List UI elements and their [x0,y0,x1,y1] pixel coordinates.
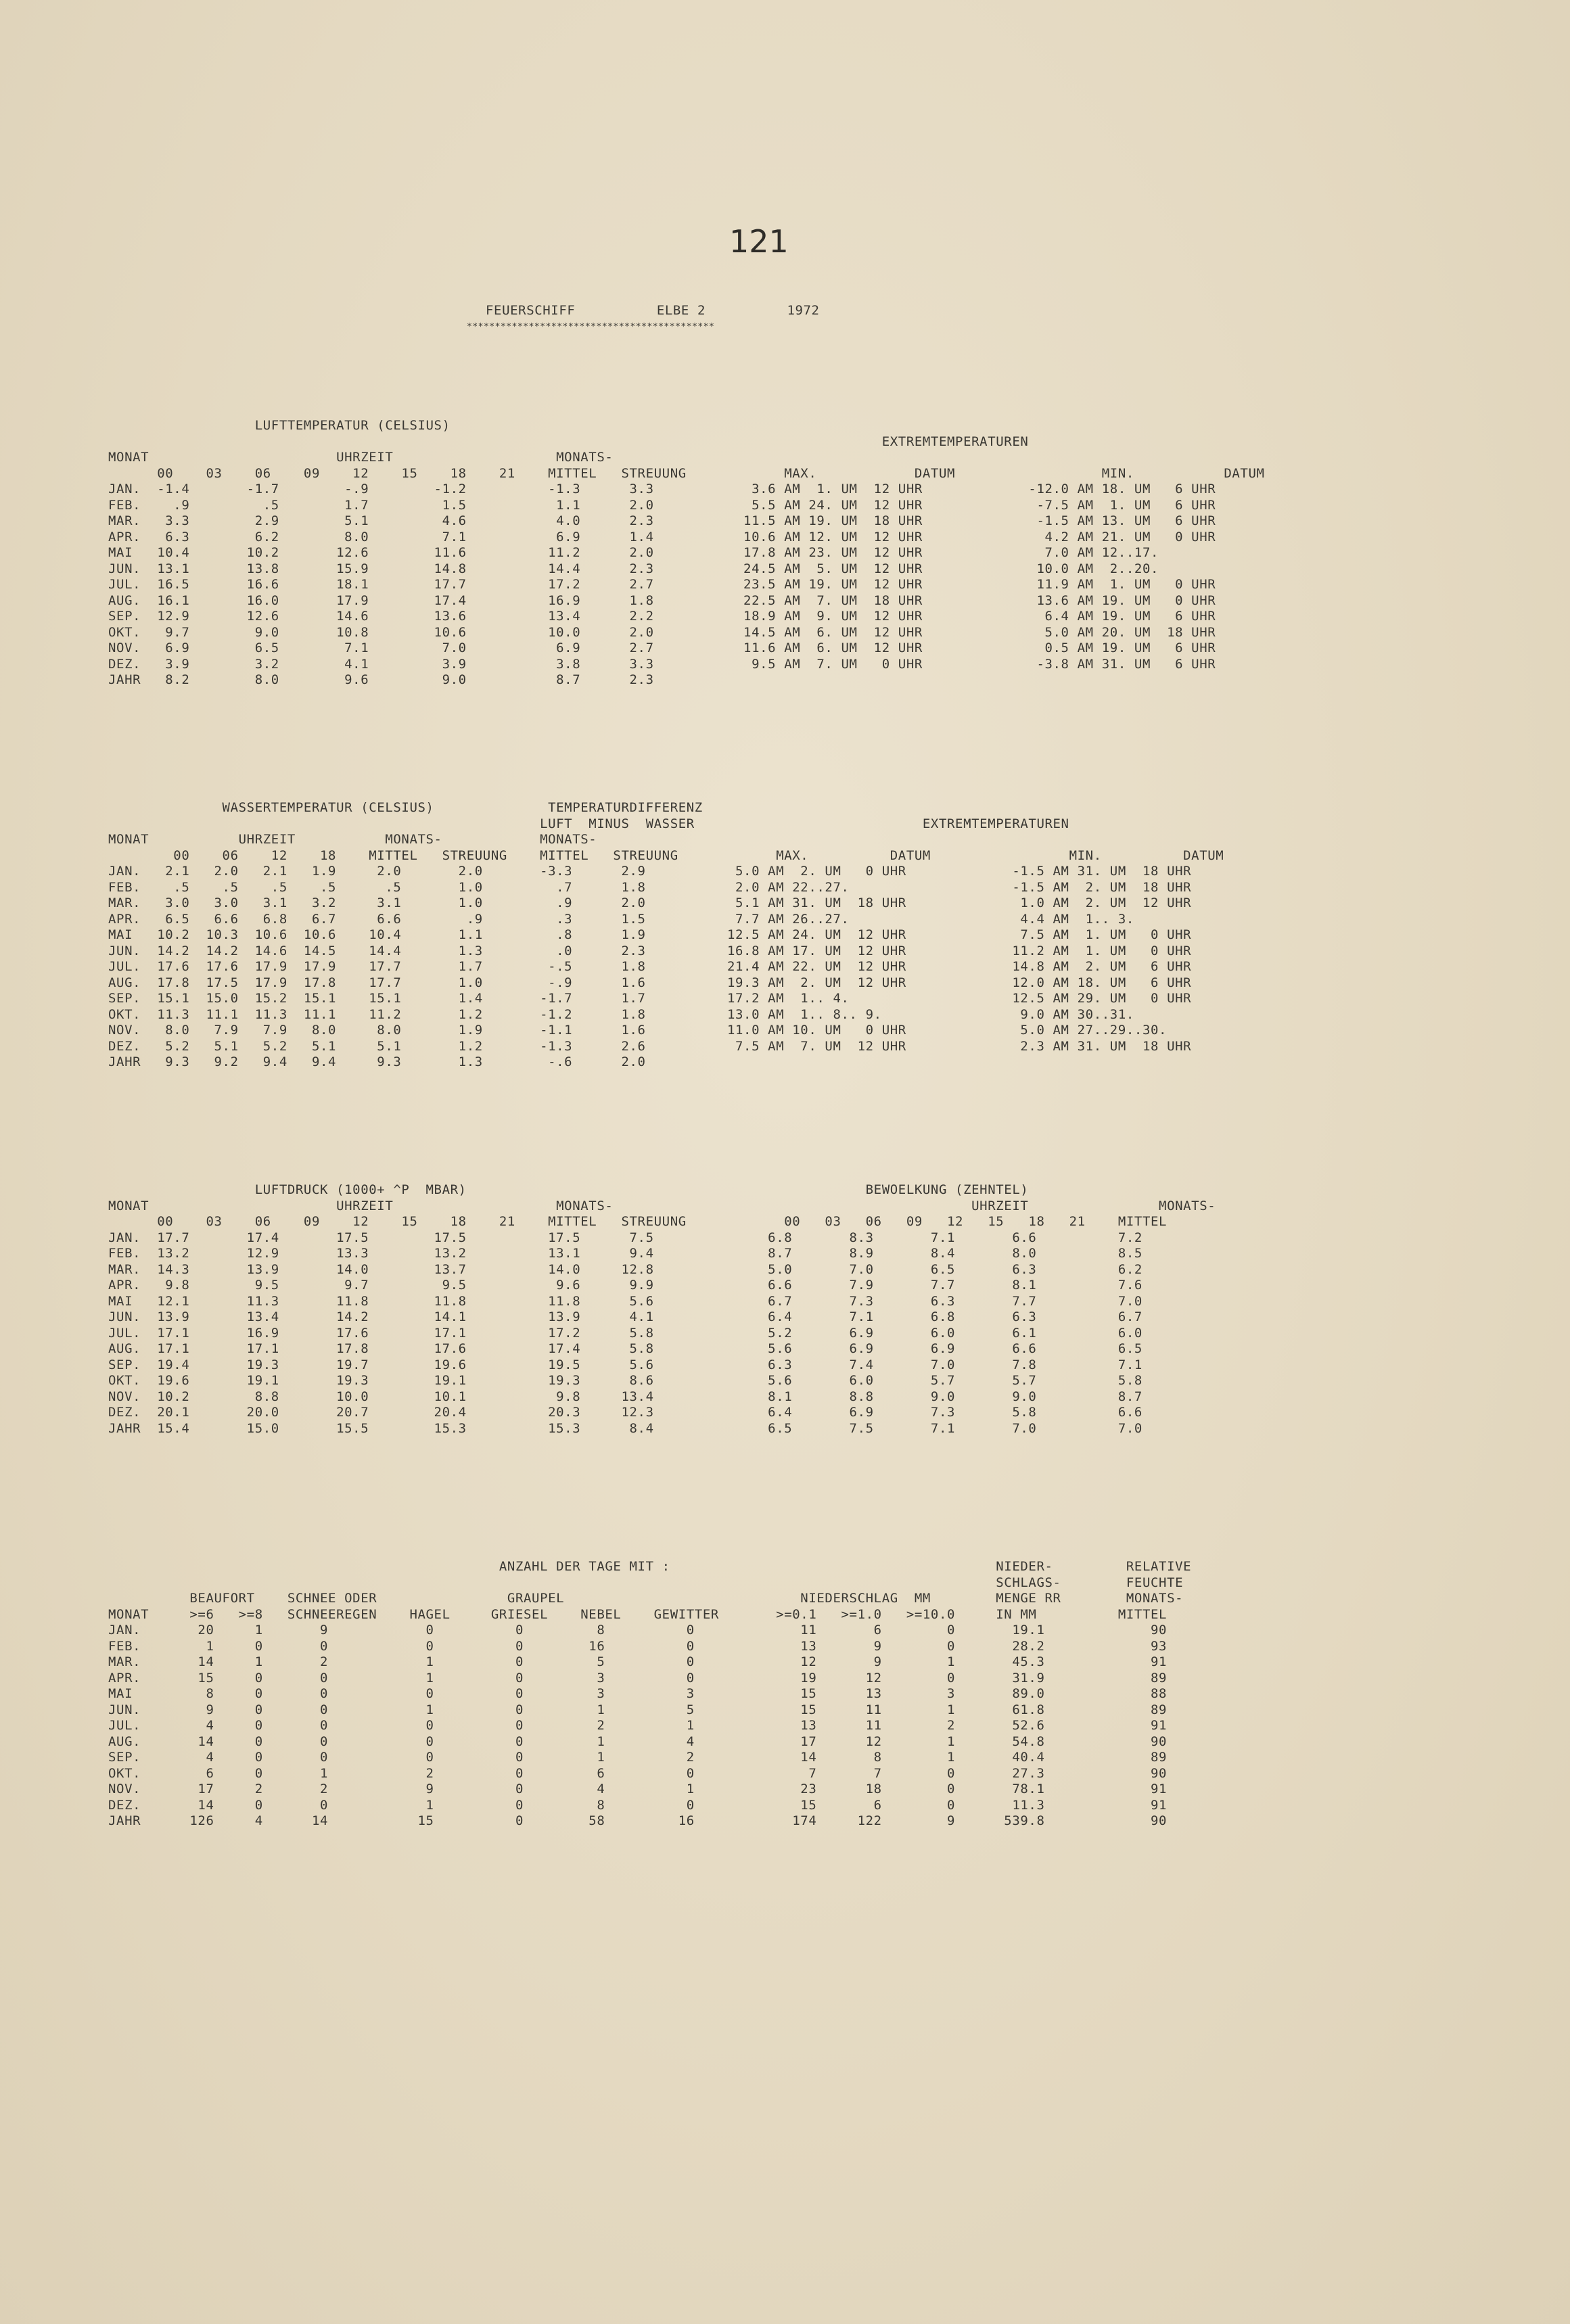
table-line: SCHLAGS- FEUCHTE [108,1575,1184,1590]
table-row: MAI 8 0 0 0 0 3 3 15 13 3 89.0 88 [108,1686,1168,1701]
table-row: JUL. 16.5 16.6 18.1 17.7 17.2 2.7 23.5 AM 19. UM 12 UHR 11.9 AM 1. UM 0 UHR [108,577,1216,592]
water-temperature-table [108,800,1224,1071]
table-row: JUN. 14.2 14.2 14.6 14.5 14.4 1.3 .0 2.3 16.8 AM 17. UM 12 UHR 11.2 AM 1. UM 0 UHR [108,943,1192,958]
table-row: NOV. 10.2 8.8 10.0 10.1 9.8 13.4 8.1 8.8 9.0 9.0 8.7 [108,1389,1142,1404]
table-row: MAR. 14.3 13.9 14.0 13.7 14.0 12.8 5.0 7.0 6.5 6.3 6.2 [108,1261,1142,1277]
table-row: JAN. 2.1 2.0 2.1 1.9 2.0 2.0 -3.3 2.9 5.0 AM 2. UM 0 UHR -1.5 AM 31. UM 18 UHR [108,864,1192,879]
table-row: JUN. 13.1 13.8 15.9 14.8 14.4 2.3 24.5 AM 5. UM 12 UHR 10.0 AM 2..20. [108,561,1159,576]
table-row: MAR. 3.0 3.0 3.1 3.2 3.1 1.0 .9 2.0 5.1 AM 31. UM 18 UHR 1.0 AM 2. UM 12 UHR [108,896,1192,910]
table-row: AUG. 17.1 17.1 17.8 17.6 17.4 5.8 5.6 6.9 6.9 6.6 6.5 [108,1341,1142,1356]
table-row: AUG. 17.8 17.5 17.9 17.8 17.7 1.0 -.9 1.6 19.3 AM 2. UM 12 UHR 12.0 AM 18. UM 6 UHR [108,975,1192,990]
table-line: MONAT UHRZEIT MONATS- MONATS- [108,832,597,847]
table-row: JAN. -1.4 -1.7 -.9 -1.2 -1.3 3.3 3.6 AM 1. UM 12 UHR -12.0 AM 18. UM 6 UHR [108,482,1216,496]
table-row-year: JAHR 8.2 8.0 9.6 9.0 8.7 2.3 [108,672,654,687]
title-underline: ******************************************** [467,322,715,332]
table-line: 00 03 06 09 12 15 18 21 MITTEL STREUUNG MAX. DATUM MIN. DATUM [108,465,1265,481]
table-row: FEB. .5 .5 .5 .5 .5 1.0 .7 1.8 2.0 AM 22..27. -1.5 AM 2. UM 18 UHR [108,879,1192,895]
table-row: APR. 15 0 0 1 0 3 0 19 12 0 31.9 89 [108,1670,1168,1686]
table-row: NOV. 6.9 6.5 7.1 7.0 6.9 2.7 11.6 AM 6. UM 12 UHR 0.5 AM 19. UM 6 UHR [108,641,1216,655]
table-row: MAI 12.1 11.3 11.8 11.8 11.8 5.6 6.7 7.3 6.3 7.7 7.0 [108,1293,1142,1309]
table-row: SEP. 4 0 0 0 0 1 2 14 8 1 40.4 89 [108,1750,1168,1765]
table-line: LUFTTEMPERATUR (CELSIUS) [108,418,451,433]
table-row: MAR. 3.3 2.9 5.1 4.6 4.0 2.3 11.5 AM 19. UM 18 UHR -1.5 AM 13. UM 6 UHR [108,513,1216,528]
table-row: DEZ. 20.1 20.0 20.7 20.4 20.3 12.3 6.4 6.9 7.3 5.8 6.6 [108,1405,1142,1420]
table-row: APR. 9.8 9.5 9.7 9.5 9.6 9.9 6.6 7.9 7.7 8.1 7.6 [108,1278,1142,1293]
table-row: OKT. 6 0 1 2 0 6 0 7 7 0 27.3 90 [108,1765,1168,1781]
air-pressure-cloud-table [108,1182,1216,1437]
table-row: MAR. 14 1 2 1 0 5 0 12 9 1 45.3 91 [108,1654,1168,1669]
table-line: MONAT >=6 >=8 SCHNEEREGEN HAGEL GRIESEL NEBEL GEWITTER >=0.1 >=1.0 >=10.0 IN MM MITTEL [108,1606,1168,1622]
table-row: OKT. 9.7 9.0 10.8 10.6 10.0 2.0 14.5 AM 6. UM 12 UHR 5.0 AM 20. UM 18 UHR [108,624,1216,640]
table-line: MONAT UHRZEIT MONATS- UHRZEIT MONATS- [108,1198,1216,1213]
air-temperature-table [108,418,1265,689]
table-line: EXTREMTEMPERATUREN [108,434,1029,449]
table-row: NOV. 17 2 2 9 0 4 1 23 18 0 78.1 91 [108,1782,1168,1796]
table-row-year: JAHR 126 4 14 15 0 58 16 174 122 9 539.8 90 [108,1813,1168,1828]
table-row: OKT. 19.6 19.1 19.3 19.1 19.3 8.6 5.6 6.0 5.7 5.7 5.8 [108,1373,1142,1388]
table-row: JUL. 4 0 0 0 0 2 1 13 11 2 52.6 91 [108,1718,1168,1733]
table-line: LUFT MINUS WASSER EXTREMTEMPERATUREN [108,816,1069,831]
table-row: DEZ. 5.2 5.1 5.2 5.1 5.1 1.2 -1.3 2.6 7.5 AM 7. UM 12 UHR 2.3 AM 31. UM 18 UHR [108,1038,1192,1054]
table-line: LUFTDRUCK (1000+ ^P MBAR) BEWOELKUNG (ZEHNTEL) [108,1182,1029,1197]
table-row: DEZ. 3.9 3.2 4.1 3.9 3.8 3.3 9.5 AM 7. UM 0 UHR -3.8 AM 31. UM 6 UHR [108,656,1216,672]
table-line: 00 06 12 18 MITTEL STREUUNG MITTEL STREUUNG MAX. DATUM MIN. DATUM [108,847,1224,863]
days-count-table [108,1559,1191,1830]
table-row: SEP. 19.4 19.3 19.7 19.6 19.5 5.6 6.3 7.4 7.0 7.8 7.1 [108,1357,1142,1372]
table-row: APR. 6.5 6.6 6.8 6.7 6.6 .9 .3 1.5 7.7 AM 26..27. 4.4 AM 1.. 3. [108,911,1134,927]
table-row: FEB. 13.2 12.9 13.3 13.2 13.1 9.4 8.7 8.9 8.4 8.0 8.5 [108,1246,1142,1261]
table-line: BEAUFORT SCHNEE ODER GRAUPEL NIEDERSCHLAG MM MENGE RR MONATS- [108,1591,1184,1606]
table-line: ANZAHL DER TAGE MIT : NIEDER- RELATIVE [108,1559,1192,1574]
table-row: JUL. 17.6 17.6 17.9 17.9 17.7 1.7 -.5 1.8 21.4 AM 22. UM 12 UHR 14.8 AM 2. UM 6 UHR [108,959,1192,974]
table-row: JUN. 9 0 0 1 0 1 5 15 11 1 61.8 89 [108,1702,1168,1717]
table-line: MONAT UHRZEIT MONATS- [108,450,614,465]
table-row: JUL. 17.1 16.9 17.6 17.1 17.2 5.8 5.2 6.9 6.0 6.1 6.0 [108,1325,1142,1341]
table-row: DEZ. 14 0 0 1 0 8 0 15 6 0 11.3 91 [108,1797,1168,1813]
table-row: APR. 6.3 6.2 8.0 7.1 6.9 1.4 10.6 AM 12. UM 12 UHR 4.2 AM 21. UM 0 UHR [108,529,1216,544]
document-title: FEUERSCHIFF ELBE 2 1972 [486,303,820,318]
table-row: SEP. 15.1 15.0 15.2 15.1 15.1 1.4 -1.7 1.7 17.2 AM 1.. 4. 12.5 AM 29. UM 0 UHR [108,991,1192,1006]
page-number: 121 [729,223,789,260]
table-row: MAI 10.2 10.3 10.6 10.6 10.4 1.1 .8 1.9 12.5 AM 24. UM 12 UHR 7.5 AM 1. UM 0 UHR [108,927,1192,942]
table-row-year: JAHR 15.4 15.0 15.5 15.3 15.3 8.4 6.5 7.5 7.1 7.0 7.0 [108,1420,1142,1436]
table-line: WASSERTEMPERATUR (CELSIUS) TEMPERATURDIFFERENZ [108,800,703,815]
table-row: SEP. 12.9 12.6 14.6 13.6 13.4 2.2 18.9 AM 9. UM 12 UHR 6.4 AM 19. UM 6 UHR [108,609,1216,624]
table-row: JAN. 20 1 9 0 0 8 0 11 6 0 19.1 90 [108,1623,1168,1637]
table-row: AUG. 14 0 0 0 0 1 4 17 12 1 54.8 90 [108,1734,1168,1749]
table-row: AUG. 16.1 16.0 17.9 17.4 16.9 1.8 22.5 AM 7. UM 18 UHR 13.6 AM 19. UM 0 UHR [108,592,1216,608]
table-row: FEB. .9 .5 1.7 1.5 1.1 2.0 5.5 AM 24. UM 12 UHR -7.5 AM 1. UM 6 UHR [108,497,1216,513]
table-row: NOV. 8.0 7.9 7.9 8.0 8.0 1.9 -1.1 1.6 11.0 AM 10. UM 0 UHR 5.0 AM 27..29..30. [108,1023,1168,1038]
table-line: 00 03 06 09 12 15 18 21 MITTEL STREUUNG 00 03 06 09 12 15 18 21 MITTEL [108,1214,1168,1229]
table-row-year: JAHR 9.3 9.2 9.4 9.4 9.3 1.3 -.6 2.0 [108,1054,646,1069]
table-row: FEB. 1 0 0 0 0 16 0 13 9 0 28.2 93 [108,1638,1168,1654]
table-row: JUN. 13.9 13.4 14.2 14.1 13.9 4.1 6.4 7.1 6.8 6.3 6.7 [108,1309,1142,1324]
table-row: JAN. 17.7 17.4 17.5 17.5 17.5 7.5 6.8 8.3 7.1 6.6 7.2 [108,1230,1142,1245]
table-row: OKT. 11.3 11.1 11.3 11.1 11.2 1.2 -1.2 1.8 13.0 AM 1.. 8.. 9. 9.0 AM 30..31. [108,1006,1134,1022]
table-row: MAI 10.4 10.2 12.6 11.6 11.2 2.0 17.8 AM 23. UM 12 UHR 7.0 AM 12..17. [108,545,1159,560]
